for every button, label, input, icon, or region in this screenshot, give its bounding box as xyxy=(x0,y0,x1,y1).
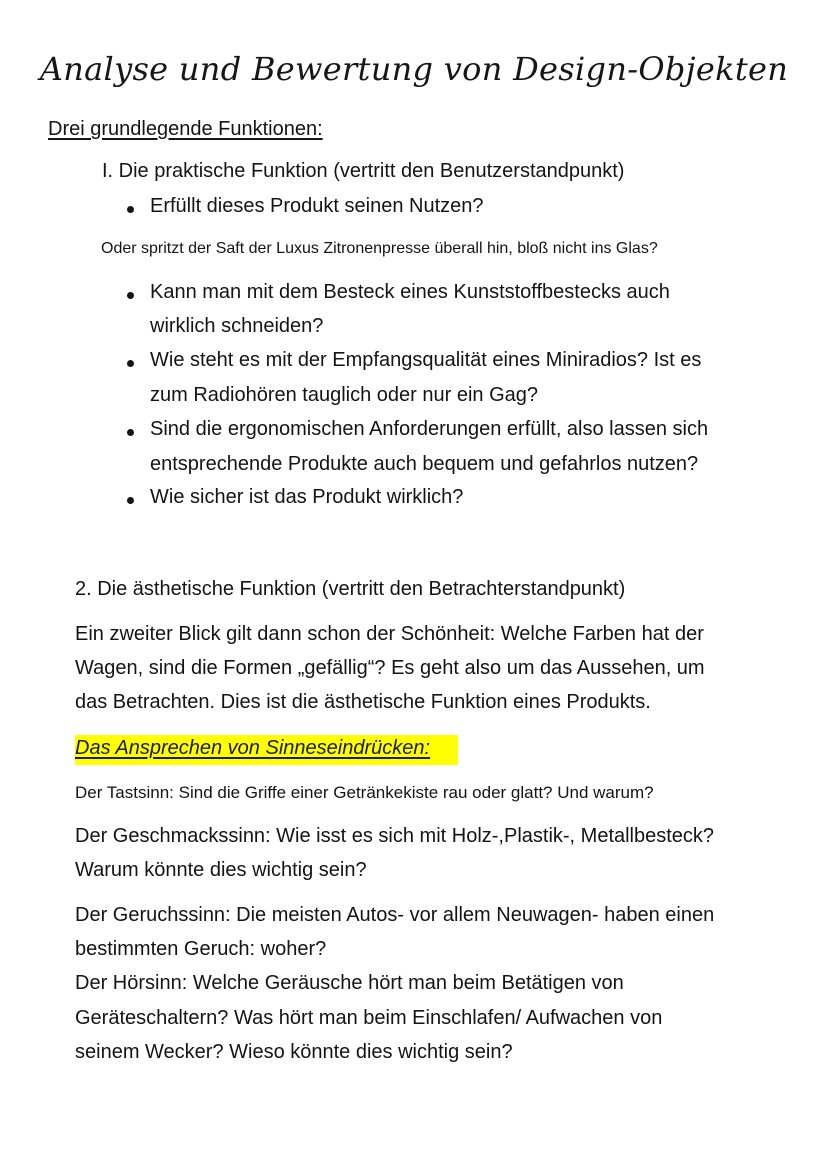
bullet-text: Kann man mit dem Besteck eines Kunststoffbestecks auch xyxy=(150,281,670,303)
hoer-line: Geräteschaltern? Was hört man beim Einschlafen/ Aufwachen von xyxy=(75,1007,663,1029)
bullet-text: wirklich schneiden? xyxy=(150,315,324,337)
section1-heading: I. Die praktische Funktion (vertritt den Benutzerstandpunkt) xyxy=(102,160,625,182)
paragraph-line: Ein zweiter Blick gilt dann schon der Schönheit: Welche Farben hat der xyxy=(75,623,704,645)
paragraph-line: das Betrachten. Dies ist die ästhetische Funktion eines Produkts. xyxy=(75,691,651,713)
bullet-dot xyxy=(127,360,134,367)
hoer-line: seinem Wecker? Wieso könnte dies wichtig sein? xyxy=(75,1041,513,1063)
highlight-heading: Das Ansprechen von Sinneseindrücken: xyxy=(75,737,431,759)
bullet-dot xyxy=(127,429,134,436)
geschmack-line: Warum könnte dies wichtig sein? xyxy=(75,859,367,881)
section2-heading: 2. Die ästhetische Funktion (vertritt den Betrachterstandpunkt) xyxy=(75,578,626,600)
section1-note: Oder spritzt der Saft der Luxus Zitronenpresse überall hin, bloß nicht ins Glas? xyxy=(101,240,658,257)
hoer-line: Der Hörsinn: Welche Geräusche hört man beim Betätigen von xyxy=(75,972,624,994)
bullet-dot xyxy=(127,497,134,504)
bullet-text: zum Radiohören tauglich oder nur ein Gag? xyxy=(150,384,539,406)
geruch-line: bestimmten Geruch: woher? xyxy=(75,938,327,960)
section-heading: Drei grundlegende Funktionen: xyxy=(48,118,323,140)
bullet-text: entsprechende Produkte auch bequem und gefahrlos nutzen? xyxy=(150,453,699,475)
bullet-text: Sind die ergonomischen Anforderungen erfüllt, also lassen sich xyxy=(150,418,709,440)
bullet-text: Wie steht es mit der Empfangsqualität eines Miniradios? Ist es xyxy=(150,349,702,371)
page-title: Analyse und Bewertung von Design-Objekten xyxy=(39,50,789,88)
bullet-text: Wie sicher ist das Produkt wirklich? xyxy=(150,486,464,508)
bullet-dot xyxy=(127,206,134,213)
bullet-dot xyxy=(127,292,134,299)
section1-bullet-first: Erfüllt dieses Produkt seinen Nutzen? xyxy=(150,195,484,217)
geruch-line: Der Geruchssinn: Die meisten Autos- vor allem Neuwagen- haben einen xyxy=(75,904,715,926)
tastsinn-line: Der Tastsinn: Sind die Griffe einer Getränkekiste rau oder glatt? Und warum? xyxy=(75,783,654,802)
paragraph-line: Wagen, sind die Formen „gefällig“? Es geht also um das Aussehen, um xyxy=(75,657,705,679)
geschmack-line: Der Geschmackssinn: Wie isst es sich mit Holz-,Plastik-, Metallbesteck? xyxy=(75,825,715,847)
